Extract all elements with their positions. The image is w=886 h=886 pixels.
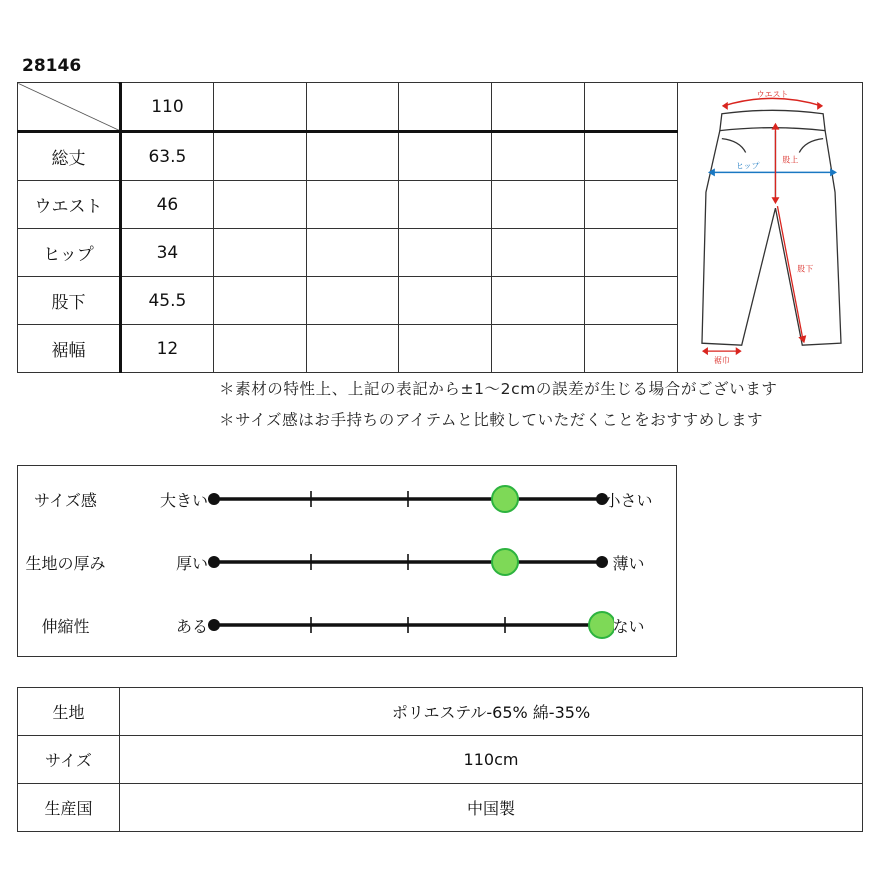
size-header xyxy=(306,83,399,132)
cell-value xyxy=(492,132,585,181)
spec-label: 生産国 xyxy=(18,784,120,832)
cell-value xyxy=(306,181,399,229)
feel-right-label: 小さい xyxy=(604,491,653,510)
row-label: ウエスト xyxy=(18,181,121,229)
cell-value xyxy=(399,325,492,373)
cell-value xyxy=(213,132,306,181)
cell-value xyxy=(306,277,399,325)
feel-scale xyxy=(204,547,614,577)
cell-value xyxy=(399,132,492,181)
feel-label: サイズ感 xyxy=(34,491,97,510)
cell-value: 63.5 xyxy=(121,132,214,181)
cell-value xyxy=(492,277,585,325)
cell-value xyxy=(399,181,492,229)
hem-label: 裾巾 xyxy=(713,356,730,366)
spec-value: ポリエステル-65% 綿-35% xyxy=(120,688,863,736)
cell-value xyxy=(213,325,306,373)
cell-value: 46 xyxy=(121,181,214,229)
note-tolerance: ＊素材の特性上、上記の表記から±1〜2cmの誤差が生じる場合がございます xyxy=(219,380,778,398)
note-compare: ＊サイズ感はお手持ちのアイテムと比較していただくことをおすすめします xyxy=(219,411,764,429)
scale-end-left xyxy=(208,493,220,505)
cell-value xyxy=(306,132,399,181)
table-row xyxy=(18,277,678,325)
spec-table xyxy=(17,687,863,832)
cell-value xyxy=(306,325,399,373)
pants-pocket-right xyxy=(799,139,823,153)
scale-end-left xyxy=(208,619,220,631)
table-row xyxy=(18,132,678,181)
feel-scale xyxy=(204,610,614,640)
feel-row-stretch xyxy=(18,594,678,654)
cell-value xyxy=(399,229,492,277)
scale-end-left xyxy=(208,556,220,568)
waist-ellipse xyxy=(724,98,821,105)
spec-value: 110cm xyxy=(120,736,863,784)
cell-value xyxy=(492,181,585,229)
cell-value xyxy=(213,181,306,229)
feel-scale xyxy=(204,484,614,514)
feel-label: 生地の厚み xyxy=(25,554,106,573)
pants-pocket-left xyxy=(722,139,746,153)
spec-value: 中国製 xyxy=(120,784,863,832)
feel-left-label: 厚い xyxy=(175,554,208,573)
row-label: 総丈 xyxy=(18,132,121,181)
size-header xyxy=(213,83,306,132)
table-row xyxy=(18,784,863,832)
cell-value: 34 xyxy=(121,229,214,277)
scale-marker xyxy=(492,549,518,575)
table-row xyxy=(18,229,678,277)
product-id: 28146 xyxy=(22,56,82,76)
row-label: 股下 xyxy=(18,277,121,325)
table-row xyxy=(18,736,863,784)
pants-measurement-diagram xyxy=(678,82,863,373)
cell-value xyxy=(585,325,678,373)
cell-value xyxy=(399,277,492,325)
size-table-header-row xyxy=(18,83,678,132)
feel-left-label: 大きい xyxy=(159,491,208,510)
cell-value xyxy=(492,229,585,277)
cell-value xyxy=(585,229,678,277)
cell-value xyxy=(213,277,306,325)
feel-panel xyxy=(17,465,677,657)
rise-label: 股上 xyxy=(782,155,799,165)
size-header xyxy=(492,83,585,132)
cell-value xyxy=(213,229,306,277)
feel-row-size xyxy=(18,468,678,528)
corner-cell xyxy=(18,83,121,132)
feel-left-label: ある xyxy=(175,617,208,636)
table-row xyxy=(18,688,863,736)
waist-label: ウエスト xyxy=(756,89,789,99)
cell-value xyxy=(585,181,678,229)
size-table xyxy=(17,82,678,373)
size-header xyxy=(399,83,492,132)
feel-right-label: ない xyxy=(612,617,645,636)
cell-value: 45.5 xyxy=(121,277,214,325)
pants-waistband xyxy=(720,110,825,130)
size-header xyxy=(585,83,678,132)
cell-value xyxy=(585,132,678,181)
feel-row-thickness xyxy=(18,531,678,591)
cell-value xyxy=(585,277,678,325)
inseam-label: 股下 xyxy=(797,264,814,274)
table-row xyxy=(18,181,678,229)
spec-label: 生地 xyxy=(18,688,120,736)
scale-marker xyxy=(492,486,518,512)
spec-label: サイズ xyxy=(18,736,120,784)
size-header: 110 xyxy=(121,83,214,132)
cell-value: 12 xyxy=(121,325,214,373)
feel-right-label: 薄い xyxy=(612,554,645,573)
hip-label: ヒップ xyxy=(735,161,760,171)
row-label: 裾幅 xyxy=(18,325,121,373)
cell-value xyxy=(306,229,399,277)
row-label: ヒップ xyxy=(18,229,121,277)
feel-label: 伸縮性 xyxy=(41,617,90,636)
pants-body xyxy=(702,131,841,346)
table-row xyxy=(18,325,678,373)
cell-value xyxy=(492,325,585,373)
